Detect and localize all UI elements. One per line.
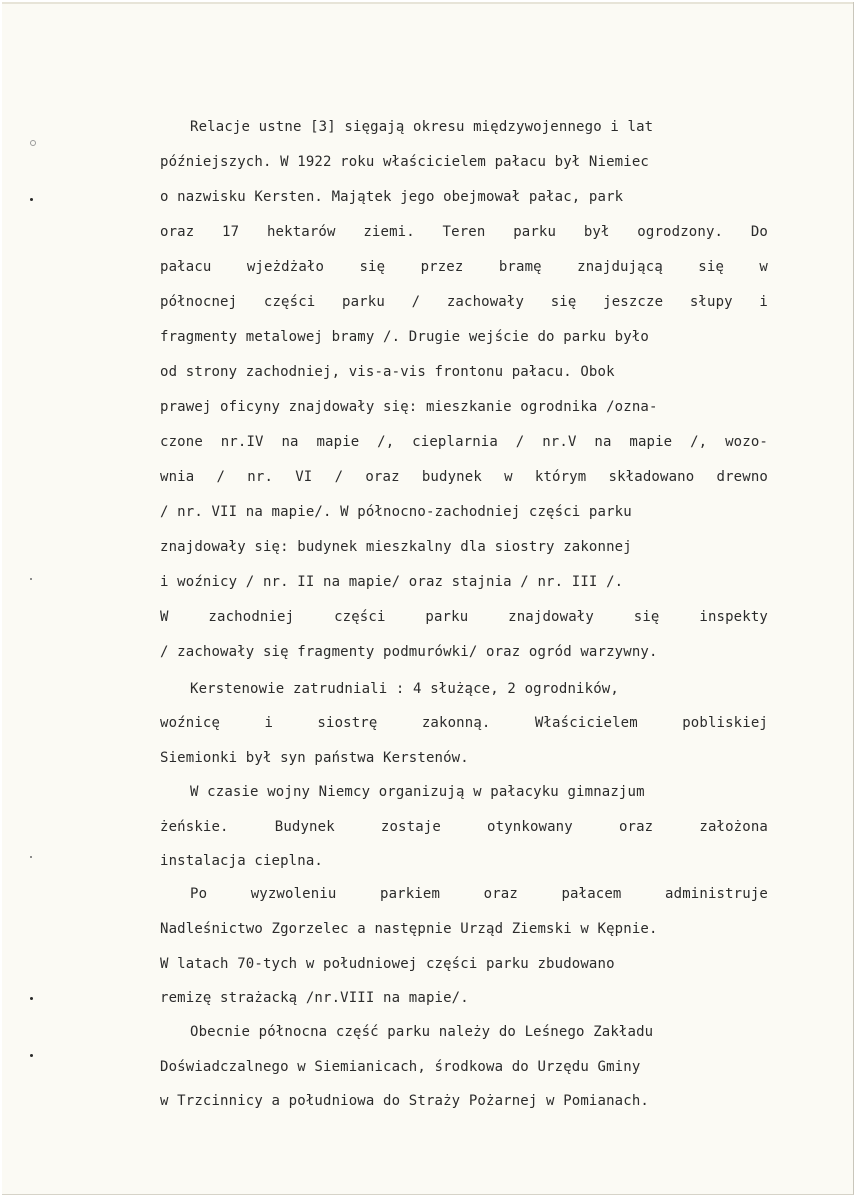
text-line: Kerstenowie zatrudniali : 4 służące, 2 ogrodników, xyxy=(190,681,619,697)
margin-dot xyxy=(30,856,32,858)
text-line: fragmenty metalowej bramy /. Drugie wejście do parku było xyxy=(160,329,649,345)
text-line: wnia / nr. VI / oraz budynek w którym składowano drewno xyxy=(160,469,768,485)
typewritten-page xyxy=(2,2,854,1195)
text-line: prawej oficyny znajdowały się: mieszkanie ogrodnika /ozna- xyxy=(160,399,658,415)
text-line: czone nr.IV na mapie /, cieplarnia / nr.V na mapie /, wozo- xyxy=(160,434,768,450)
margin-dot xyxy=(30,578,32,580)
text-line: W latach 70-tych w południowej części parku zbudowano xyxy=(160,956,615,972)
margin-dot xyxy=(30,1054,33,1057)
text-line: Siemionki był syn państwa Kerstenów. xyxy=(160,750,469,766)
text-line: Nadleśnictwo Zgorzelec a następnie Urząd Ziemski w Kępnie. xyxy=(160,921,658,937)
text-line: i woźnicy / nr. II na mapie/ oraz stajnia / nr. III /. xyxy=(160,574,624,590)
text-line: w Trzcinnicy a południowa do Straży Pożarnej w Pomianach. xyxy=(160,1093,649,1109)
text-line: W zachodniej części parku znajdowały się inspekty xyxy=(160,609,768,625)
text-line: / zachowały się fragmenty podmurówki/ oraz ogród warzywny. xyxy=(160,644,658,660)
text-line: późniejszych. W 1922 roku właścicielem pałacu był Niemiec xyxy=(160,154,649,170)
margin-dot xyxy=(30,198,33,201)
text-line: Obecnie północna część parku należy do Leśnego Zakładu xyxy=(190,1024,654,1040)
text-line: instalacja cieplna. xyxy=(160,853,323,869)
text-line: remizę strażacką /nr.VIII na mapie/. xyxy=(160,990,469,1006)
text-line: północnej części parku / zachowały się jeszcze słupy i xyxy=(160,294,768,310)
text-line: / nr. VII na mapie/. W północno-zachodniej części parku xyxy=(160,504,632,520)
text-line: Po wyzwoleniu parkiem oraz pałacem administruje xyxy=(190,886,768,902)
text-line: pałacu wjeżdżało się przez bramę znajdującą się w xyxy=(160,259,768,275)
text-line: oraz 17 hektarów ziemi. Teren parku był ogrodzony. Do xyxy=(160,224,768,240)
text-line: woźnicę i siostrę zakonną. Właścicielem pobliskiej xyxy=(160,715,768,731)
scan-edge xyxy=(2,2,853,4)
text-line: Relacje ustne [3] sięgają okresu międzywojennego i lat xyxy=(190,119,654,135)
margin-mark xyxy=(30,140,36,146)
text-line: o nazwisku Kersten. Majątek jego obejmował pałac, park xyxy=(160,189,624,205)
text-line: W czasie wojny Niemcy organizują w pałacyku gimnazjum xyxy=(190,784,645,800)
text-line: od strony zachodniej, vis-a-vis frontonu pałacu. Obok xyxy=(160,364,615,380)
margin-dot xyxy=(30,997,33,1000)
text-line: żeńskie. Budynek zostaje otynkowany oraz założona xyxy=(160,819,768,835)
text-line: znajdowały się: budynek mieszkalny dla siostry zakonnej xyxy=(160,539,632,555)
text-line: Doświadczalnego w Siemianicach, środkowa do Urzędu Gminy xyxy=(160,1059,641,1075)
